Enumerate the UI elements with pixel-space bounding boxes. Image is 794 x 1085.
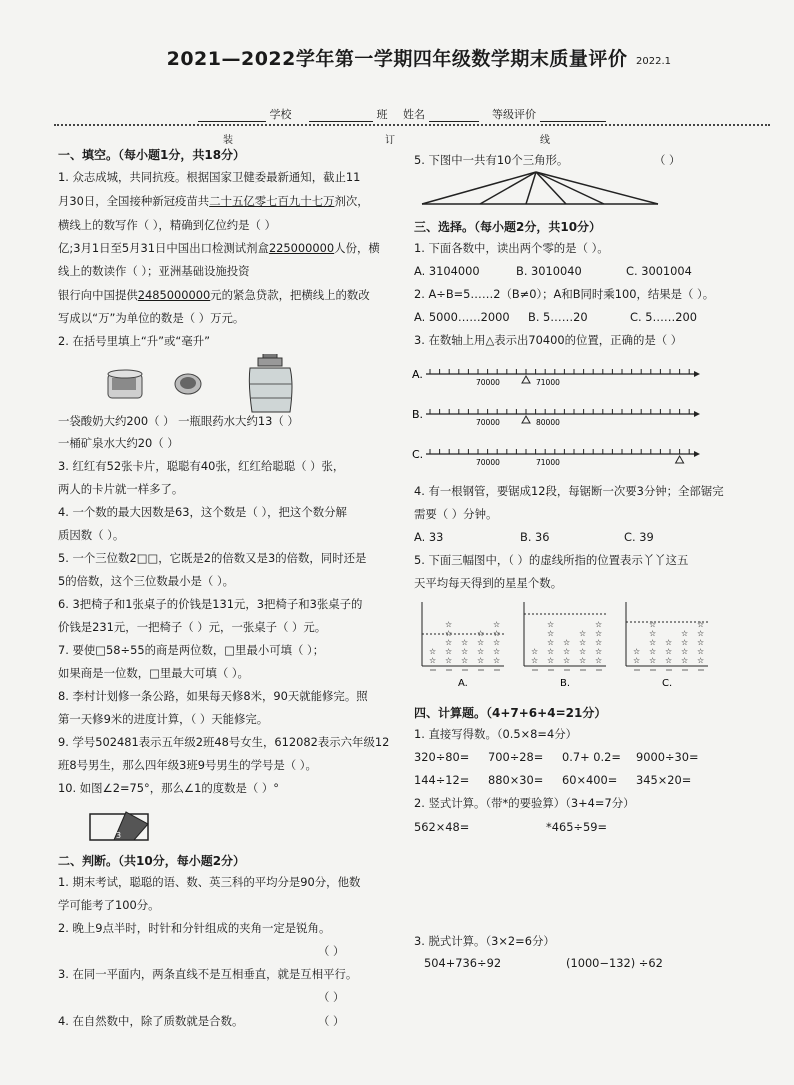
section1-heading: 一、填空。（每小题1分，共18分）: [58, 148, 246, 162]
star-icon: ☆: [429, 647, 437, 656]
s4q2: 2. 竖式计算。（带*的要验算）（3+4=7分）: [414, 796, 635, 810]
star-icon: ☆: [633, 647, 641, 656]
s2q2-line1: 2. 晚上9点半时，时针和分针组成的夹角一定是锐角。: [58, 921, 331, 935]
s3q4-line2: 需要（ ）分钟。: [414, 507, 498, 521]
class-label: 班: [376, 108, 388, 121]
s1q9-line2: 班8号男生，那么四年级3班9号男生的学号是（ ）。: [58, 758, 317, 772]
star-icon: ☆: [493, 638, 501, 647]
calc-1: 320÷80=: [414, 750, 470, 764]
s3q2-option-a[interactable]: A. 5000……2000: [414, 310, 510, 324]
s1q8-line2: 第一天修9米的进度计算，（ ）天能修完。: [58, 712, 269, 726]
s1q3-line2: 两人的卡片就一样多了。: [58, 482, 184, 496]
vertical-calc-1: 562×48=: [414, 820, 470, 834]
star-icon: ☆: [477, 647, 485, 656]
number-line-label: C.: [412, 448, 424, 461]
star-icon: ☆: [531, 656, 539, 665]
vertical-calc-2: *465÷59=: [546, 820, 608, 834]
calc-7: 60×400=: [562, 773, 618, 787]
info-line: [198, 106, 606, 122]
star-icon: ☆: [595, 629, 603, 638]
chart-option-label: B.: [560, 678, 571, 689]
star-icon: ☆: [493, 656, 501, 665]
calc-4: 9000÷30=: [636, 750, 699, 764]
chart-option-label: A.: [458, 678, 468, 689]
number-line-tick-label: 70000: [476, 418, 500, 427]
star-icon: ☆: [697, 647, 705, 656]
star-icon: ☆: [461, 656, 469, 665]
expr-calc-2: (1000−132) ÷62: [566, 956, 663, 970]
star-icon: ☆: [461, 638, 469, 647]
number-line-tick-label: 80000: [536, 418, 560, 427]
s1q6-line1: 6. 3把椅子和1张桌子的价钱是131元，3把椅子和3张桌子的: [58, 597, 363, 611]
star-icon: ☆: [445, 638, 453, 647]
class-blank[interactable]: [309, 109, 373, 122]
q2-pictures: [100, 354, 330, 414]
star-icon: ☆: [595, 620, 603, 629]
s4q1: 1. 直接写得数。（0.5×8=4分）: [414, 727, 578, 741]
section3-heading: 三、选择。（每小题2分，共10分）: [414, 220, 602, 234]
star-icon: ☆: [563, 638, 571, 647]
s1q7-line2: 如果商是一位数，□里最大可填（ ）。: [58, 666, 249, 680]
triangle-figure: [418, 170, 664, 208]
star-icon: ☆: [595, 647, 603, 656]
star-icon: ☆: [563, 656, 571, 665]
school-blank[interactable]: [198, 109, 266, 122]
s4q3: 3. 脱式计算。（3×2=6分）: [414, 934, 555, 948]
star-icon: ☆: [477, 656, 485, 665]
s2q2-paren[interactable]: （ ）: [318, 944, 345, 958]
star-icon: ☆: [579, 647, 587, 656]
s2q1-line2: 学可能考了100分。: [58, 898, 160, 912]
star-icon: ☆: [445, 629, 453, 638]
calc-8: 345×20=: [636, 773, 692, 787]
name-label: 姓名: [403, 108, 425, 121]
triangle-marker: [676, 456, 684, 463]
binding-char-2: 订: [385, 135, 395, 146]
s1q10-line: 10. 如图∠2=75°，那么∠1的度数是（ ）°: [58, 781, 279, 795]
svg-text:3: 3: [116, 831, 122, 840]
section2-heading: 二、判断。（共10分，每小题2分）: [58, 854, 246, 868]
angle-figure: [86, 806, 156, 844]
star-icon: ☆: [493, 629, 501, 638]
s1q2-line3: 一桶矿泉水大约20（ ）: [58, 436, 179, 450]
star-icon: ☆: [681, 629, 689, 638]
star-icon: ☆: [595, 638, 603, 647]
star-icon: ☆: [493, 647, 501, 656]
s1q4-line2: 质因数（ ）。: [58, 528, 125, 542]
star-icon: ☆: [579, 656, 587, 665]
page-title: 2021—2022学年第一学期四年级数学期末质量评价: [166, 48, 628, 70]
s1q4-line1: 4. 一个数的最大因数是63，这个数是（ ），把这个数分解: [58, 505, 347, 519]
s3q4-option-c[interactable]: C. 39: [624, 530, 654, 544]
s1q1-line6: 银行向中国提供2485000000元的紧急贷款，把横线上的数改: [58, 288, 370, 302]
s2q3-paren[interactable]: （ ）: [318, 990, 345, 1004]
s2q4-paren[interactable]: （ ）: [318, 1014, 345, 1028]
star-icon: ☆: [649, 638, 657, 647]
s1q1-line4: 亿;3月1日至5月31日中国出口检测试剂盒225000000人份，横: [58, 241, 380, 255]
section4-heading: 四、计算题。（4+7+6+4=21分）: [414, 706, 607, 720]
star-icon: ☆: [493, 620, 501, 629]
number-line-tick-label: 71000: [536, 458, 560, 467]
s1q2-line1: 2. 在括号里填上“升”或“毫升”: [58, 334, 210, 348]
s1q1-line1: 1. 众志成城，共同抗疫。根据国家卫健委最新通知，截止11: [58, 170, 361, 184]
s2q3-line1: 3. 在同一平面内，两条直线不是互相垂直，就是互相平行。: [58, 967, 358, 981]
number-lines: [412, 362, 702, 472]
s3q5-line1: 5. 下面三幅图中，（ ）的虚线所指的位置表示丫丫这五: [414, 553, 689, 567]
star-icon: ☆: [697, 638, 705, 647]
star-icon: ☆: [531, 647, 539, 656]
star-icon: ☆: [429, 656, 437, 665]
triangle-marker: [522, 416, 530, 423]
star-icon: ☆: [665, 638, 673, 647]
s3q4-line1: 4. 有一根钢管，要锯成12段，每锯断一次要3分钟；全部锯完: [414, 484, 724, 498]
star-icon: ☆: [649, 656, 657, 665]
number-line-tick-label: 71000: [536, 378, 560, 387]
star-icon: ☆: [595, 656, 603, 665]
s1q1-line3: 横线上的数写作（ ），精确到亿位约是（ ）: [58, 218, 276, 232]
star-icon: ☆: [477, 629, 485, 638]
star-icon: ☆: [547, 629, 555, 638]
number-line-arrow: [694, 451, 700, 457]
s2q1-line1: 1. 期末考试，聪聪的语、数、英三科的平均分是90分，他数: [58, 875, 361, 889]
s1q2-line2: 一袋酸奶大约200（ ） 一瓶眼药水大约13（ ）: [58, 414, 299, 428]
s3q2-option-b[interactable]: B. 5……20: [528, 310, 588, 324]
star-icon: ☆: [665, 656, 673, 665]
calc-5: 144÷12=: [414, 773, 470, 787]
star-icon: ☆: [649, 647, 657, 656]
s3q1-option-c[interactable]: C. 3001004: [626, 264, 692, 278]
s3q1-option-b[interactable]: B. 3010040: [516, 264, 582, 278]
s1q6-line2: 价钱是231元，一把椅子（ ）元，一张桌子（ ）元。: [58, 620, 327, 634]
s1q1-line5: 线上的数读作（ ）；亚洲基础设施投资: [58, 264, 250, 278]
number-line-tick-label: 70000: [476, 458, 500, 467]
expr-calc-1: 504+736÷92: [424, 956, 502, 970]
triangle-marker: [522, 376, 530, 383]
star-icon: ☆: [649, 629, 657, 638]
star-icon: ☆: [477, 638, 485, 647]
binding-char-3: 线: [540, 135, 550, 146]
chart-option-label: C.: [662, 678, 673, 689]
star-icon: ☆: [547, 647, 555, 656]
s3q1: 1. 下面各数中，读出两个零的是（ ）。: [414, 241, 609, 255]
s2q4-line1: 4. 在自然数中，除了质数就是合数。: [58, 1014, 244, 1028]
number-line-label: A.: [412, 368, 423, 381]
s3q4-option-b[interactable]: B. 36: [520, 530, 550, 544]
star-icon: ☆: [697, 656, 705, 665]
star-icon: ☆: [697, 620, 705, 629]
s3q5-line2: 天平均每天得到的星星个数。: [414, 576, 563, 590]
calc-3: 0.7+ 0.2=: [562, 750, 621, 764]
s1q8-line1: 8. 李村计划修一条公路，如果每天修8米，90天就能修完。照: [58, 689, 368, 703]
s1q1-line7: 写成以“万”为单位的数是（ ）万元。: [58, 311, 245, 325]
s1q5-line1: 5. 一个三位数2□□，它既是2的倍数又是3的倍数，同时还是: [58, 551, 367, 565]
star-icon: ☆: [445, 656, 453, 665]
number-line-label: B.: [412, 408, 424, 421]
star-icon: ☆: [579, 629, 587, 638]
star-icon: ☆: [445, 620, 453, 629]
calc-6: 880×30=: [488, 773, 544, 787]
s1q5-line2: 5的倍数，这个三位数最小是（ ）。: [58, 574, 235, 588]
star-icon: ☆: [547, 620, 555, 629]
star-icon: ☆: [681, 638, 689, 647]
s1q5-triangle-paren[interactable]: （ ）: [654, 153, 681, 167]
number-line-arrow: [694, 411, 700, 417]
s1q1-line2: 月30日，全国接种新冠疫苗共二十五亿零七百九十七万剂次，: [58, 194, 369, 208]
name-blank[interactable]: [429, 109, 479, 122]
star-icon: ☆: [665, 647, 673, 656]
s3q2-option-c[interactable]: C. 5……200: [630, 310, 697, 324]
star-icon: ☆: [579, 638, 587, 647]
star-icon: ☆: [563, 647, 571, 656]
s1q9-line1: 9. 学号502481表示五年级2班48号女生，612082表示六年级12: [58, 735, 390, 749]
school-label: 学校: [269, 108, 292, 121]
star-icon: ☆: [461, 647, 469, 656]
star-icon: ☆: [697, 629, 705, 638]
star-icon: ☆: [547, 638, 555, 647]
number-line-tick-label: 70000: [476, 378, 500, 387]
star-icon: ☆: [633, 656, 641, 665]
star-icon: ☆: [649, 620, 657, 629]
binding-char-1: 装: [223, 135, 233, 146]
star-icon: ☆: [681, 656, 689, 665]
star-charts: [418, 600, 718, 696]
grade-label: 等级评价: [492, 108, 536, 121]
eye-drops-icon: [175, 374, 201, 394]
s3q1-option-a[interactable]: A. 3104000: [414, 264, 480, 278]
s1q5-triangle-statement: 5. 下图中一共有10个三角形。: [414, 153, 569, 167]
s1q3-line1: 3. 红红有52张卡片，聪聪有40张，红红给聪聪（ ）张，: [58, 459, 345, 473]
number-line-arrow: [694, 371, 700, 377]
star-icon: ☆: [445, 647, 453, 656]
star-icon: ☆: [547, 656, 555, 665]
star-icon: ☆: [681, 647, 689, 656]
yogurt-icon: [108, 370, 142, 398]
exam-date: 2022.1: [636, 56, 671, 67]
water-bucket-icon: [249, 354, 292, 412]
s3q2: 2. A÷B=5……2（B≠0）；A和B同时乘100，结果是（ ）。: [414, 287, 715, 301]
calc-2: 700÷28=: [488, 750, 544, 764]
binding-line: [54, 124, 770, 126]
grade-blank[interactable]: [540, 109, 606, 122]
s1q7-line1: 7. 要使□58÷55的商是两位数，□里最小可填（ ）；: [58, 643, 325, 657]
s3q3: 3. 在数轴上用△表示出70400的位置，正确的是（ ）: [414, 333, 683, 347]
s3q4-option-a[interactable]: A. 33: [414, 530, 444, 544]
